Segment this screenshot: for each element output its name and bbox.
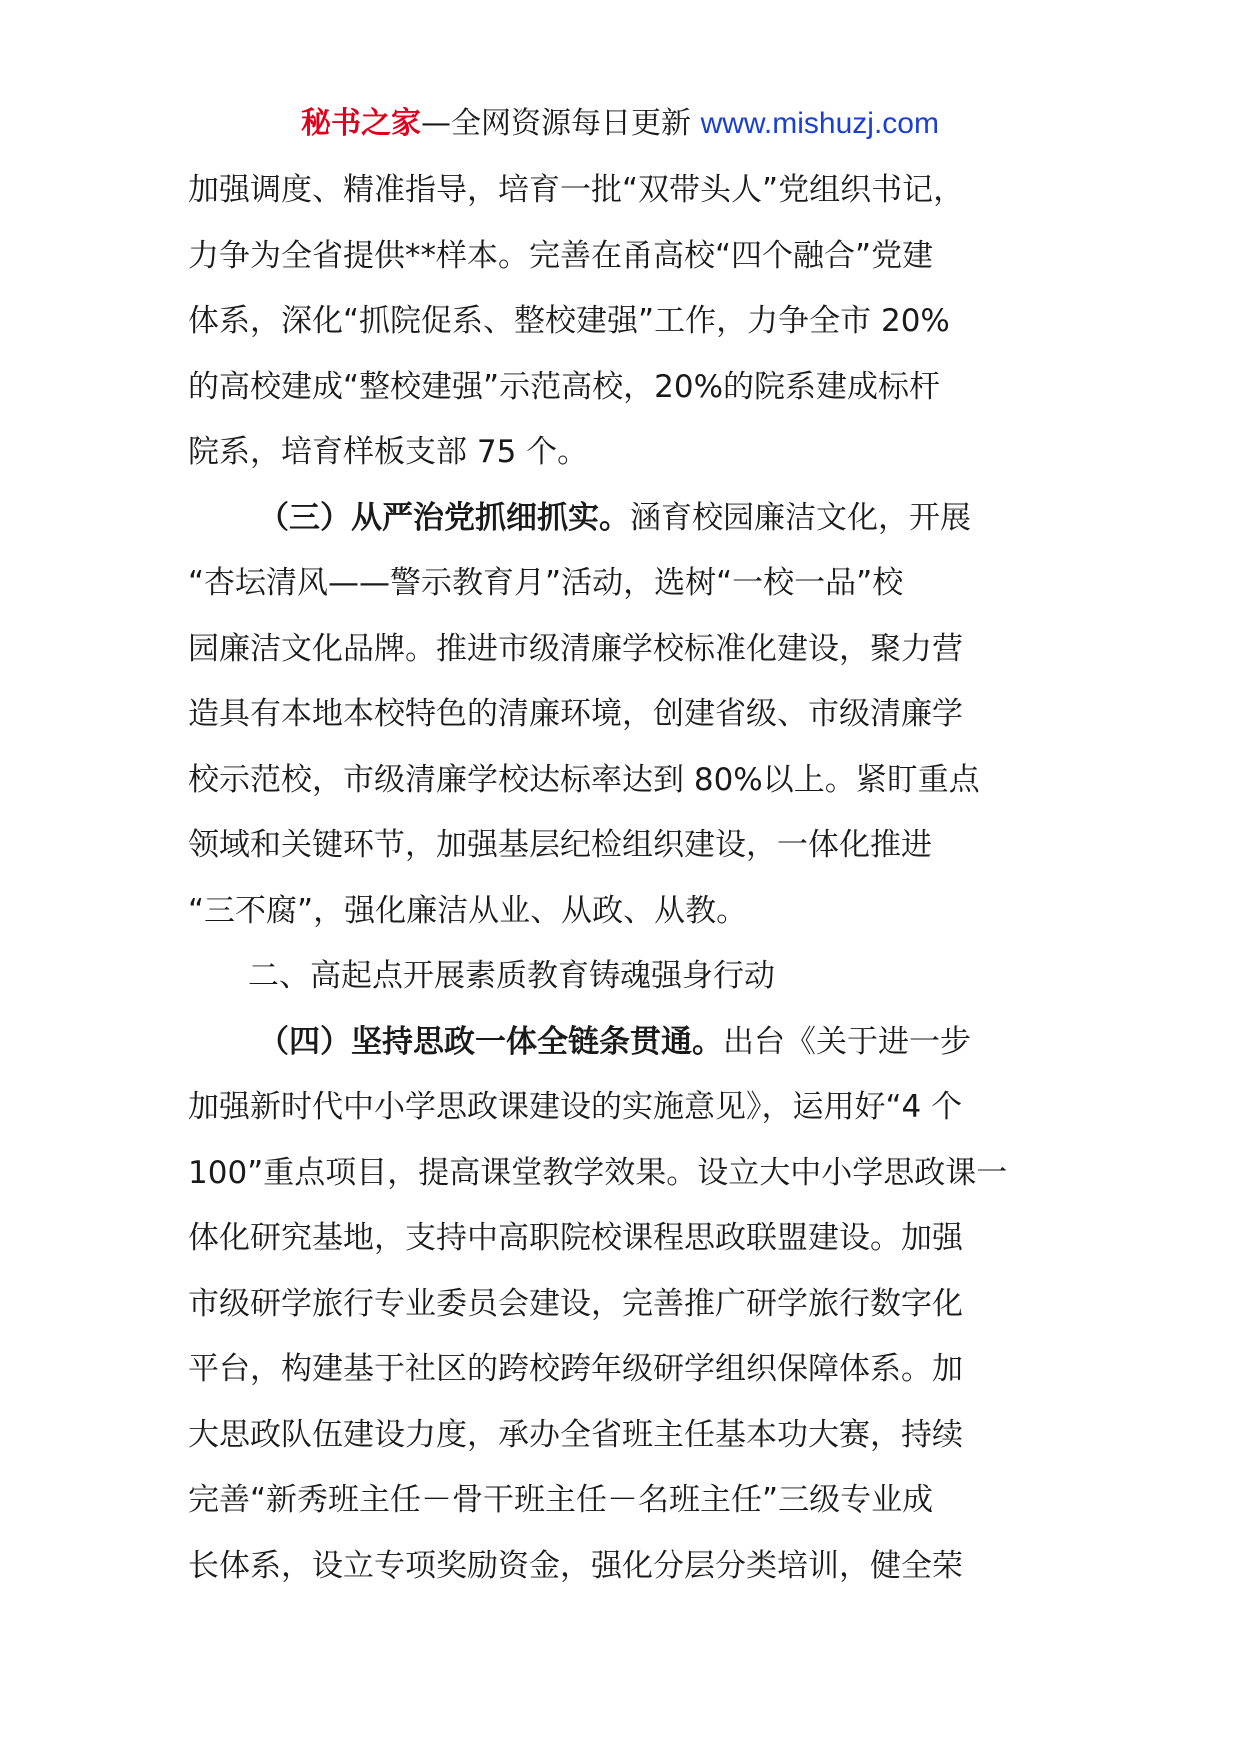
header-brand: 秘书之家 xyxy=(301,106,422,141)
header-tagline: —全网资源每日更新 xyxy=(421,106,701,141)
section-four-title: （四）坚持思政一体全链条贯通。 xyxy=(258,1023,723,1060)
body-line: “杏坛清风——警示教育月”活动，选树“一校一品”校 xyxy=(188,565,904,601)
body-line: 力争为全省提供**样本。完善在甬高校“四个融合”党建 xyxy=(188,237,934,274)
body-line: 造具有本地本校特色的清廉环境，创建省级、市级清廉学 xyxy=(188,696,963,732)
body-line: 领域和关键环节，加强基层纪检组织建设，一体化推进 xyxy=(188,827,932,863)
body-line: “三不腐”，强化廉洁从业、从政、从教。 xyxy=(188,892,748,929)
body-line: 园廉洁文化品牌。推进市级清廉学校标准化建设，聚力营 xyxy=(188,630,963,667)
body-line: 完善“新秀班主任－骨干班主任－名班主任”三级专业成 xyxy=(188,1482,934,1518)
page-header xyxy=(0,100,1240,148)
document-body xyxy=(188,158,1064,1599)
section-three-title: （三）从严治党抓细抓实。 xyxy=(258,499,630,536)
body-line: 平台，构建基于社区的跨校跨年级研学组织保障体系。加 xyxy=(188,1351,963,1387)
body-line: 体化研究基地，支持中高职院校课程思政联盟建设。加强 xyxy=(188,1220,963,1256)
body-line: 大思政队伍建设力度，承办全省班主任基本功大赛，持续 xyxy=(188,1416,963,1453)
section-three-text: 涵育校园廉洁文化，开展 xyxy=(630,499,971,536)
body-line: 100”重点项目，提高课堂教学效果。设立大中小学思政课一 xyxy=(188,1154,1008,1191)
body-line: 加强调度、精准指导，培育一批“双带头人”党组织书记， xyxy=(188,172,965,208)
body-line: 加强新时代中小学思政课建设的实施意见》，运用好“4 个 xyxy=(188,1089,963,1125)
section-four-heading-line xyxy=(188,1010,1064,1076)
body-line: 的高校建成“整校建强”示范高校，20%的院系建成标杆 xyxy=(188,368,941,405)
chapter-two-heading: 二、高起点开展素质教育铸魂强身行动 xyxy=(248,958,775,994)
section-four-text: 出台《关于进一步 xyxy=(723,1023,971,1060)
body-line: 校示范校，市级清廉学校达标率达到 80%以上。紧盯重点 xyxy=(188,761,980,798)
body-line: 院系，培育样板支部 75 个。 xyxy=(188,434,589,470)
body-line: 长体系，设立专项奖励资金，强化分层分类培训，健全荣 xyxy=(188,1547,963,1584)
body-line: 市级研学旅行专业委员会建设，完善推广研学旅行数字化 xyxy=(188,1285,963,1322)
header-url-link[interactable]: www.mishuzj.com xyxy=(700,107,939,140)
section-three-heading-line xyxy=(188,486,1064,552)
body-line: 体系，深化“抓院促系、整校建强”工作，力争全市 20% xyxy=(188,303,950,339)
